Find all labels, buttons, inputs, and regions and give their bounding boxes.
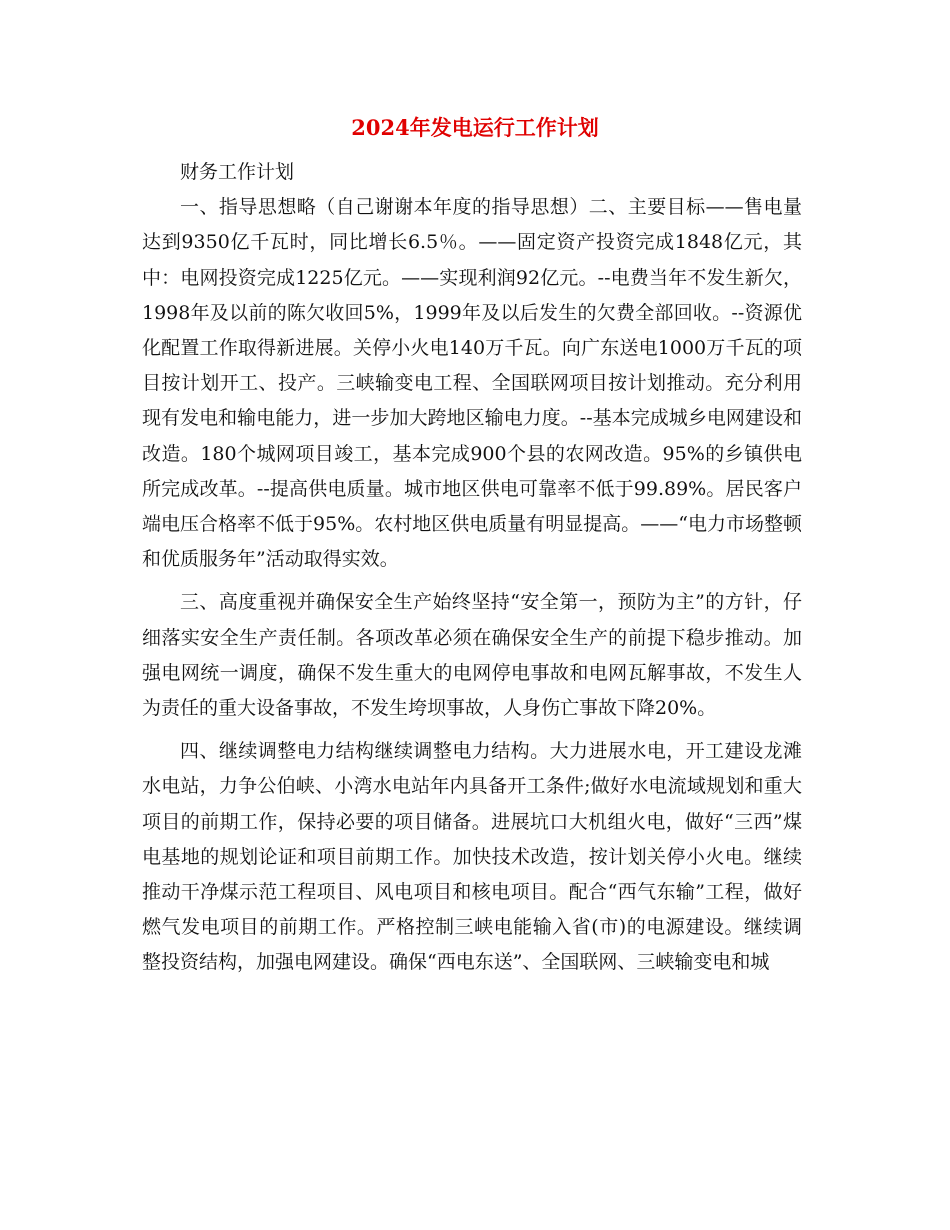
paragraph-guiding-thought-and-goals: 一、指导思想略（自己谢谢本年度的指导思想）二、主要目标——售电量达到9350亿千瓦时，同比增长6.5％。——固定资产投资完成1848亿元，其中：电网投资完成1225亿元。——实现利润92亿元。--电费当年不发生新欠，1998年及以前的陈欠收回5%，1999年及以后发生的欠费全部回收。--资源优化配置工作取得新进展。关停小火电140万千瓦。向广东送电1000万千瓦的项目按计划开工、投产。三峡输变电工程、全国联网项目按计划推动。充分利用现有发电和输电能力，进一步加大跨地区输电力度。--基本完成城乡电网建设和改造。180个城网项目竣工，基本完成900个县的农网改造。95%的乡镇供电所完成改革。--提高供电质量。城市地区供电可靠率不低于99.89%。居民客户端电压合格率不低于95%。农村地区供电质量有明显提高。——“电力市场整顿和优质服务年”活动取得实效。 xyxy=(142,196,802,571)
paragraph-heading-finance: 财务工作计划 xyxy=(180,161,295,183)
document-body xyxy=(142,155,802,981)
paragraph-power-structure: 四、继续调整电力结构继续调整电力结构。大力进展水电，开工建设龙滩水电站，力争公伯峡、小湾水电站年内具备开工条件;做好水电流域规划和重大项目的前期工作，保持必要的项目储备。进展坑口大机组火电，做好“三西”煤电基地的规划论证和项目前期工作。加快技术改造，按计划关停小火电。继续推动干净煤示范工程项目、风电项目和核电项目。配合“西气东输”工程，做好燃气发电项目的前期工作。严格控制三峡电能输入省(市)的电源建设。继续调整投资结构，加强电网建设。确保“西电东送”、全国联网、三峡输变电和城 xyxy=(142,740,802,974)
paragraph-safety-production: 三、高度重视并确保安全生产始终坚持“安全第一，预防为主”的方针，仔细落实安全生产责任制。各项改革必须在确保安全生产的前提下稳步推动。加强电网统一调度，确保不发生重大的电网停电事故和电网瓦解事故，不发生人为责任的重大设备事故，不发生垮坝事故，人身伤亡事故下降20%。 xyxy=(142,591,802,720)
document-title: 2024年发电运行工作计划 xyxy=(351,115,599,140)
